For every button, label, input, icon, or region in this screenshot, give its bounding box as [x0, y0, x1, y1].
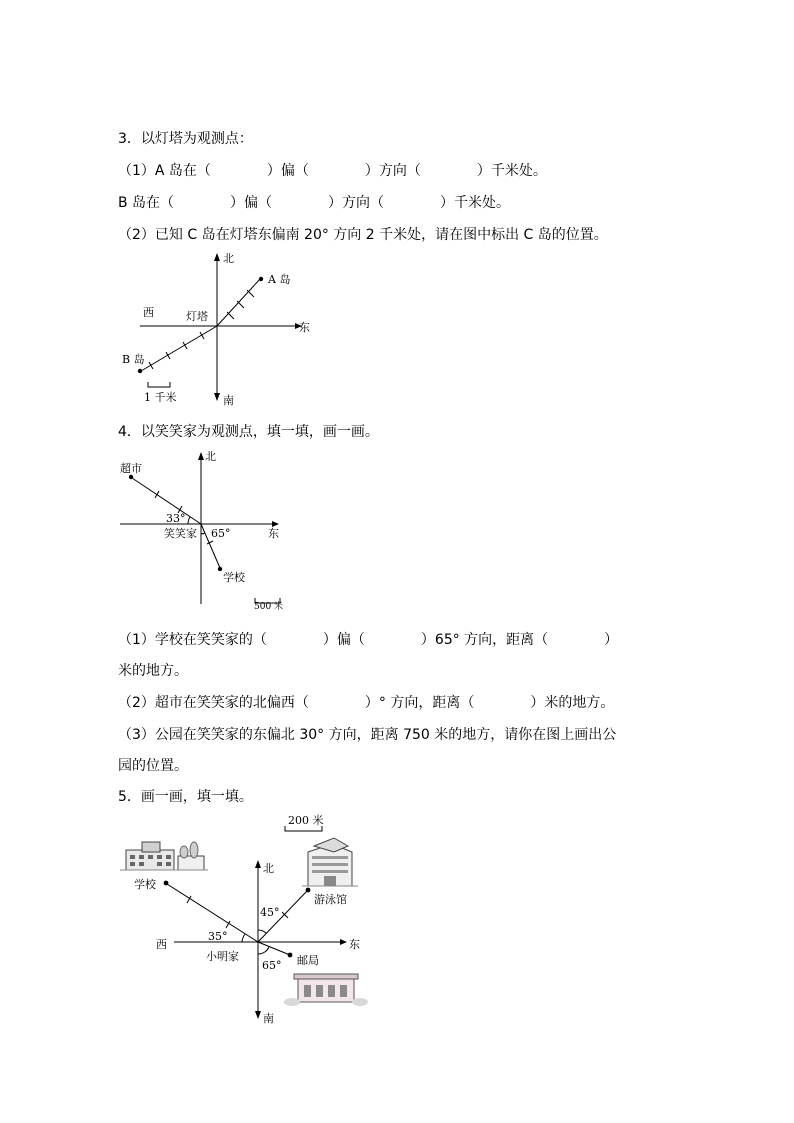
- q5-school-label: 学校: [134, 878, 156, 891]
- q5-angle-65: 65°: [262, 959, 282, 972]
- q5-center: 小明家: [206, 950, 239, 963]
- post-office-building-icon: [284, 974, 368, 1006]
- q5-school-point: [164, 881, 169, 886]
- q3-line-c: （2）已知 C 岛在灯塔东偏南 20° 方向 2 千米处，请在图中标出 C 岛的位置。: [118, 227, 608, 243]
- q5-angle-35: 35°: [208, 930, 228, 943]
- q3-south: 南: [223, 394, 234, 407]
- q4-angle-33: 33°: [166, 512, 186, 525]
- q4-line-1b: 米的地方。: [118, 663, 188, 679]
- q4-line-1: （1）学校在笑笑家的（ ）偏（ ）65° 方向，距离（ ）: [118, 632, 619, 648]
- swimming-pool-building-icon: [302, 838, 358, 886]
- q4-center: 笑笑家: [164, 527, 197, 540]
- q4-diagram: [112, 448, 292, 618]
- q5-scale: 200 米: [288, 814, 324, 827]
- a-island-point: [259, 277, 263, 281]
- q3-east: 东: [299, 321, 310, 334]
- q5-north: 北: [263, 862, 274, 875]
- school-building-icon: [120, 842, 208, 870]
- q5-title: 5．画一画，填一填。: [118, 789, 253, 805]
- q5-angle-45: 45°: [260, 906, 280, 919]
- q5-pool-label: 游泳馆: [314, 893, 347, 906]
- q3-a-label: A 岛: [268, 273, 291, 286]
- market-point: [129, 475, 133, 479]
- q4-line-3: （3）公园在笑笑家的东偏北 30° 方向，距离 750 米的地方，请你在图上画出公: [118, 727, 617, 743]
- q5-south: 南: [263, 1012, 274, 1025]
- q3-title: 3．以灯塔为观测点：: [118, 131, 253, 147]
- q5-pool-point: [306, 888, 311, 893]
- q4-line-3b: 园的位置。: [118, 758, 188, 774]
- q3-line-a: （1）A 岛在（ ）偏（ ）方向（ ）千米处。: [118, 163, 547, 179]
- q4-market: 超市: [120, 462, 142, 475]
- q3-west: 西: [143, 306, 154, 319]
- q4-north: 北: [205, 450, 216, 463]
- q4-title: 4．以笑笑家为观测点，填一填，画一画。: [118, 424, 379, 440]
- q5-post-label: 邮局: [297, 954, 319, 967]
- q4-line-2: （2）超市在笑笑家的北偏西（ ）° 方向，距离（ ）米的地方。: [118, 695, 615, 711]
- q5-post-point: [288, 953, 293, 958]
- school-point: [218, 567, 222, 571]
- q5-west: 西: [156, 938, 167, 951]
- q3-north: 北: [223, 252, 234, 265]
- q4-angle-65: 65°: [211, 527, 231, 540]
- q4-school: 学校: [223, 571, 245, 584]
- q3-scale: 1 千米: [144, 391, 177, 404]
- q3-center: 灯塔: [186, 310, 208, 323]
- q3-b-label: B 岛: [122, 353, 145, 366]
- q5-diagram: [112, 812, 372, 1030]
- q3-diagram: [110, 248, 330, 410]
- q4-scale: 500 米: [254, 602, 284, 612]
- q4-east: 东: [268, 527, 279, 540]
- q5-east: 东: [349, 938, 360, 951]
- q3-line-b: B 岛在（ ）偏（ ）方向（ ）千米处。: [118, 195, 511, 211]
- b-island-point: [138, 369, 142, 373]
